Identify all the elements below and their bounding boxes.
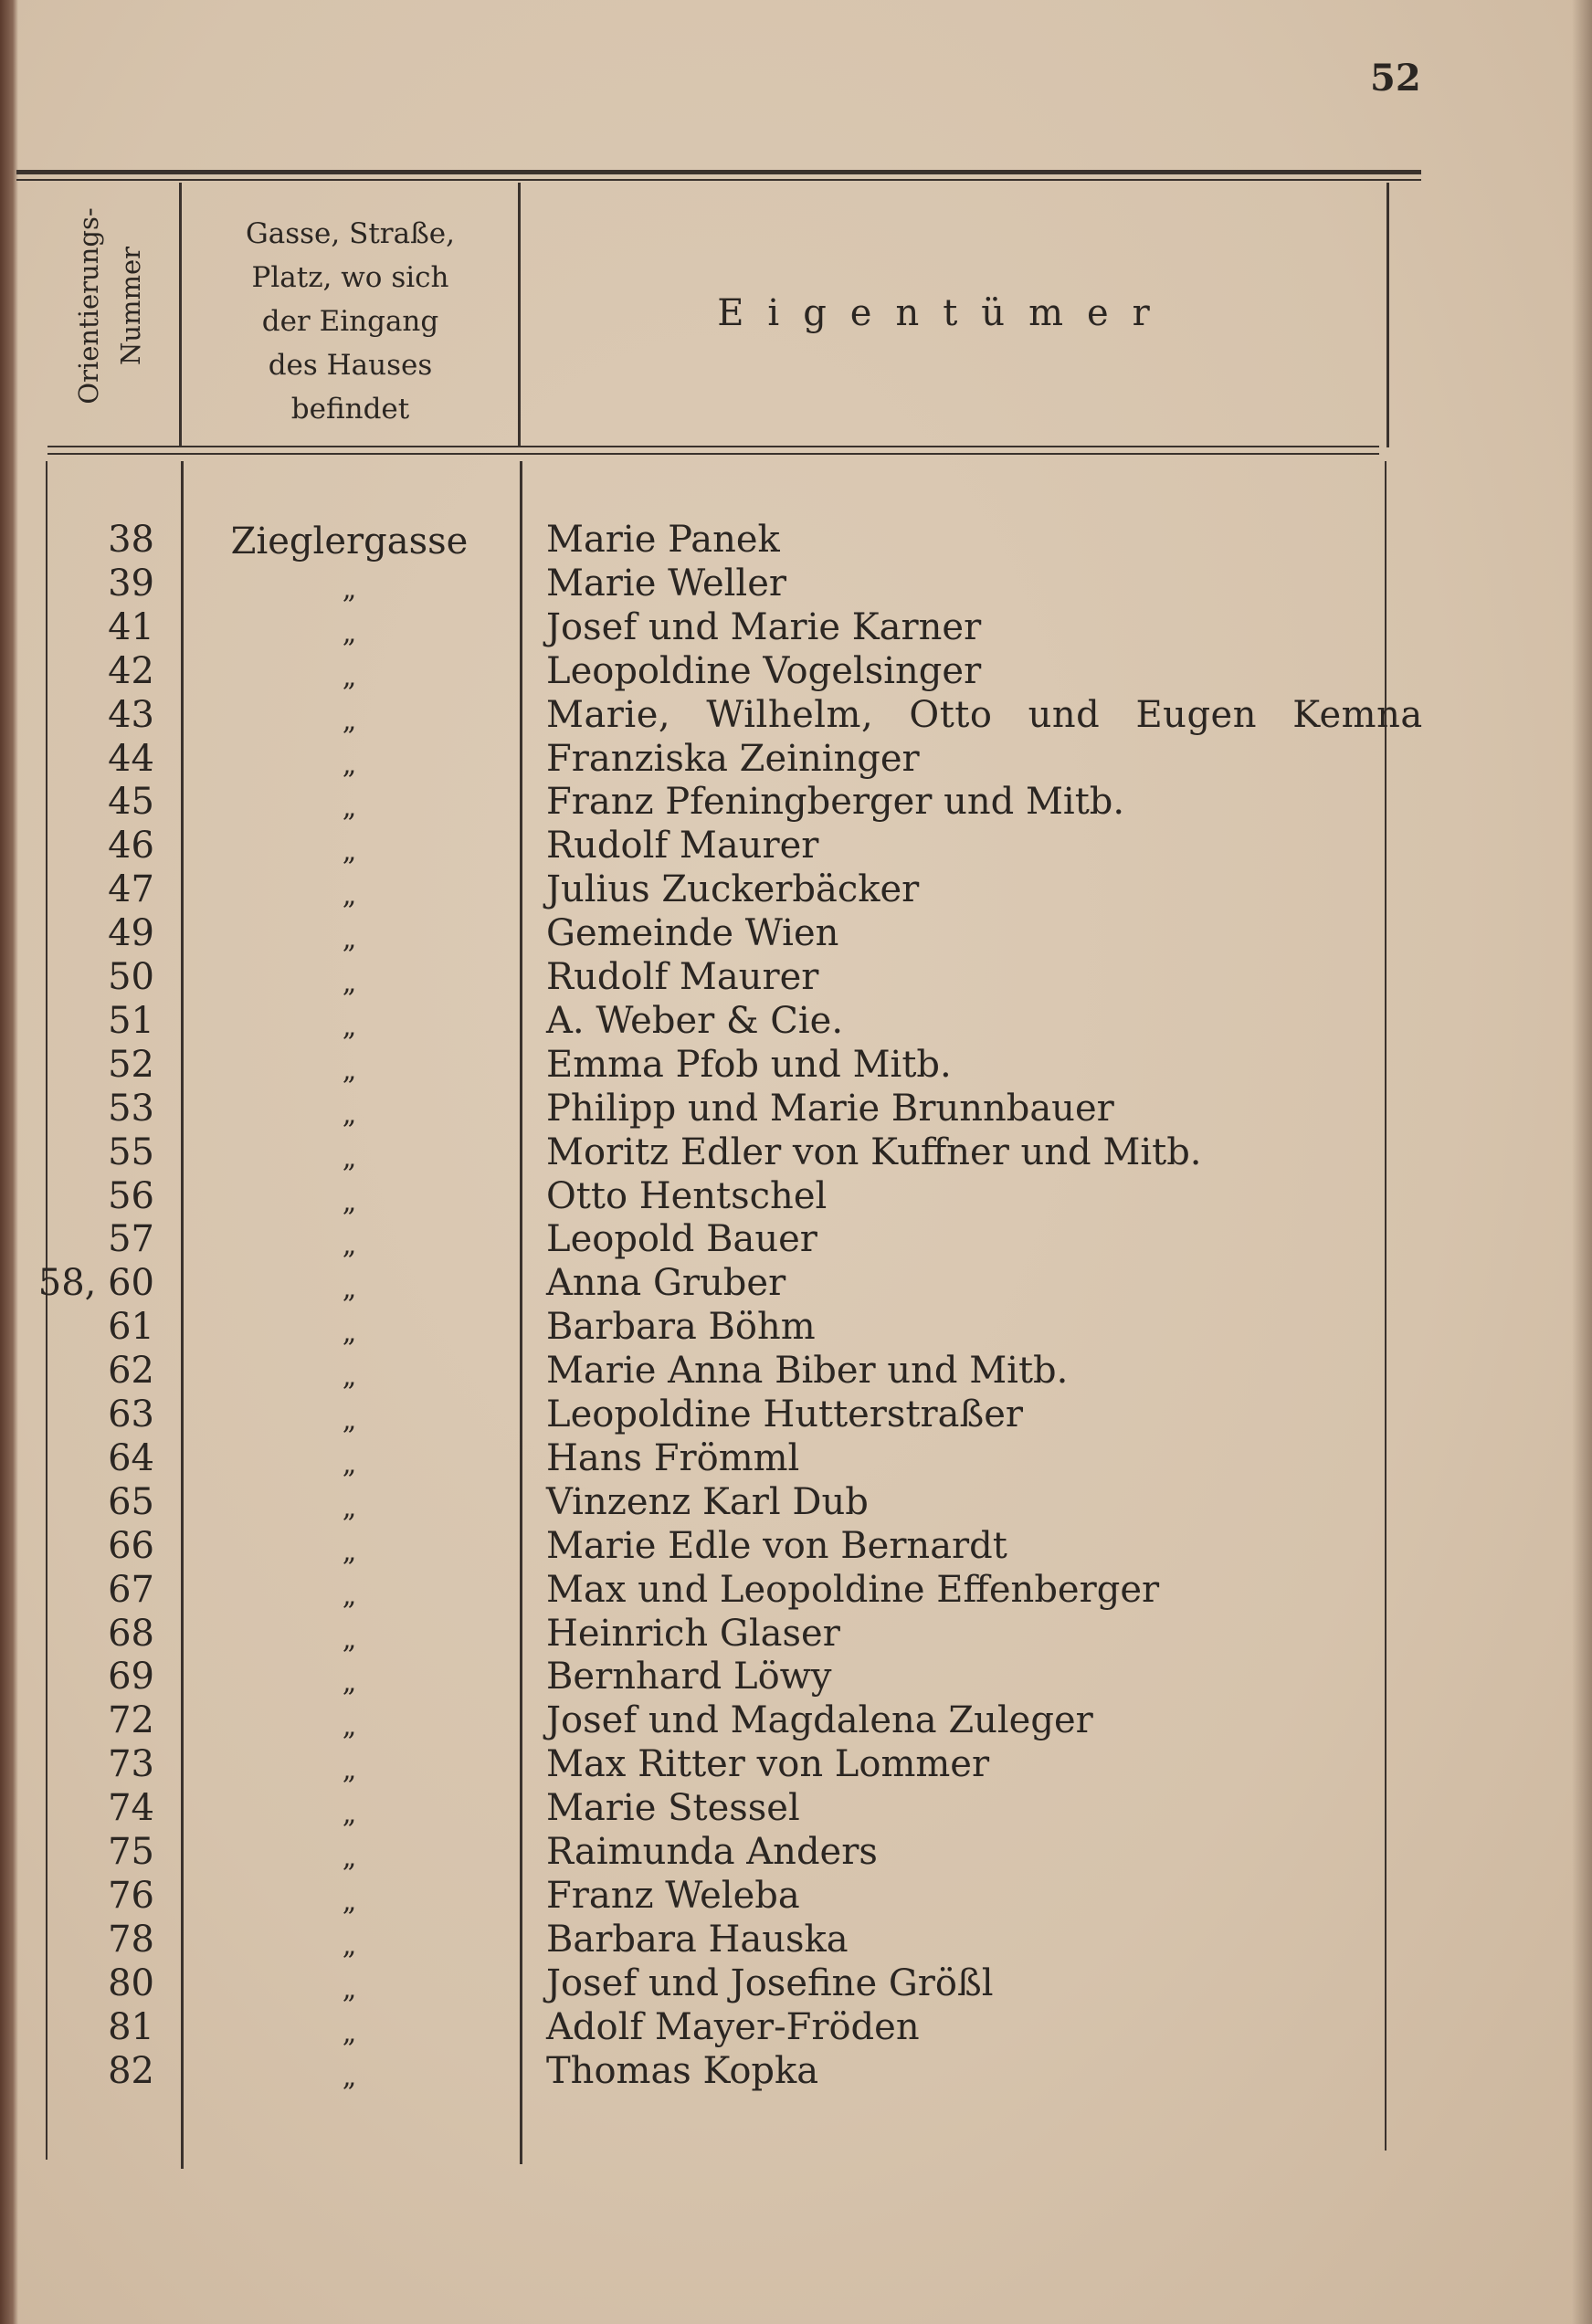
owner-name: Otto Hentschel [546, 1174, 828, 1217]
owner-name: Josef und Marie Karner [546, 605, 982, 648]
house-number: 58, 60 [37, 1262, 154, 1305]
table-row [0, 1088, 1592, 1131]
street-name: „ [342, 1754, 357, 1787]
table-row [0, 1131, 1592, 1175]
street-name: „ [342, 967, 357, 999]
table-row [0, 1613, 1592, 1656]
street-name: „ [342, 1491, 357, 1524]
owner-name: Gemeinde Wien [546, 912, 839, 955]
owner-name: Max Ritter von Lommer [546, 1743, 990, 1786]
table-row [0, 738, 1592, 782]
owner-name: Bernhard Löwy [546, 1656, 832, 1698]
table-row [0, 1919, 1592, 1962]
owner-name: Raimunda Anders [546, 1831, 878, 1873]
owner-name: Franz Weleba [546, 1874, 800, 1917]
house-number: 42 [108, 649, 154, 692]
street-name: „ [342, 1535, 357, 1568]
house-number: 80 [108, 1961, 154, 2004]
owner-name: Hans Frömml [546, 1436, 800, 1479]
street-name: „ [342, 1972, 357, 2005]
owner-name: Emma Pfob und Mitb. [546, 1043, 952, 1086]
house-number: 63 [108, 1393, 154, 1435]
table-row [0, 868, 1592, 912]
street-name: „ [342, 1361, 357, 1393]
street-name: „ [342, 1010, 357, 1043]
house-number: 75 [108, 1831, 154, 1873]
table-row [0, 1787, 1592, 1831]
house-number: 57 [108, 1218, 154, 1261]
house-number: 76 [108, 1874, 154, 1917]
table-row [0, 1743, 1592, 1787]
street-name: „ [342, 836, 357, 868]
table-row [0, 1306, 1592, 1350]
house-number: 78 [108, 1918, 154, 1961]
table-row [0, 694, 1592, 738]
house-number: 39 [108, 562, 154, 605]
table-row [0, 781, 1592, 825]
header-divider-3 [1386, 183, 1389, 447]
table-row [0, 1699, 1592, 1743]
owner-name: Leopoldine Hutterstraßer [546, 1393, 1024, 1435]
street-name: „ [342, 1929, 357, 1961]
owner-name: Franziska Zeininger [546, 737, 920, 780]
house-number: 50 [108, 956, 154, 998]
table-row [0, 1525, 1592, 1569]
street-header-line-1: Gasse, Straße, [245, 217, 456, 250]
street-column-header [183, 212, 518, 431]
street-name: „ [342, 704, 357, 737]
table-row [0, 956, 1592, 1000]
table-row [0, 1962, 1592, 2006]
table-row [0, 606, 1592, 650]
house-number: 68 [108, 1612, 154, 1655]
house-number: 56 [108, 1174, 154, 1217]
street-header-line-2: Platz, wo sich [251, 261, 449, 294]
table-row [0, 1262, 1592, 1306]
table-row [0, 1393, 1592, 1437]
top-rule [16, 170, 1421, 174]
table-row [0, 2050, 1592, 2094]
header-rule [47, 446, 1379, 447]
street-name: „ [342, 1404, 357, 1436]
owner-name: Rudolf Maurer [546, 825, 819, 868]
house-number: 65 [108, 1480, 154, 1523]
street-name: „ [342, 879, 357, 912]
table-row [0, 1481, 1592, 1525]
owner-name: Marie, Wilhelm, Otto und Eugen Kemna [546, 693, 1423, 736]
owner-name: Anna Gruber [546, 1262, 786, 1305]
street-name: „ [342, 923, 357, 956]
street-name: „ [342, 1229, 357, 1262]
owner-name: Philipp und Marie Brunnbauer [546, 1087, 1114, 1130]
house-number: 41 [108, 605, 154, 648]
owner-name: Max und Leopoldine Effenberger [546, 1568, 1160, 1611]
table-row [0, 1569, 1592, 1613]
owner-name: Josef und Josefine Größl [546, 1961, 994, 2004]
owner-name: Marie Anna Biber und Mitb. [546, 1350, 1069, 1393]
table-row [0, 1875, 1592, 1919]
top-rule-thin [16, 179, 1421, 181]
table-row [0, 1350, 1592, 1393]
owner-name: Josef und Magdalena Zuleger [546, 1699, 1093, 1742]
street-name: „ [342, 1054, 357, 1087]
street-name: „ [342, 1098, 357, 1130]
street-name: „ [342, 1842, 357, 1874]
number-header-line-2: Nummer [115, 246, 146, 366]
house-number: 55 [108, 1130, 154, 1173]
owner-name: Barbara Böhm [546, 1306, 816, 1349]
house-number: 51 [108, 999, 154, 1042]
house-number: 81 [108, 2005, 154, 2048]
owner-name: Rudolf Maurer [546, 956, 819, 998]
owner-name: Adolf Mayer-Fröden [546, 2005, 920, 2048]
table-row [0, 1000, 1592, 1044]
house-number: 64 [108, 1436, 154, 1479]
table-row [0, 519, 1592, 563]
table-row [0, 1437, 1592, 1481]
street-name: „ [342, 616, 357, 649]
house-number: 72 [108, 1699, 154, 1742]
house-number: 44 [108, 737, 154, 780]
table-row [0, 825, 1592, 868]
street-name: „ [342, 660, 357, 693]
owner-name: Marie Weller [546, 562, 787, 605]
table-row [0, 1044, 1592, 1088]
street-name: „ [342, 1623, 357, 1656]
header-divider-1 [179, 183, 182, 447]
table-row [0, 2006, 1592, 2050]
house-number: 69 [108, 1656, 154, 1698]
owner-name: A. Weber & Cie. [546, 999, 844, 1042]
house-number: 61 [108, 1306, 154, 1349]
street-header-line-5: befindet [290, 393, 410, 426]
street-name: Zieglergasse [230, 521, 469, 563]
number-header-line-1: Orientierungs- [73, 207, 104, 405]
page-number: 52 [1370, 57, 1421, 100]
street-name: „ [342, 1317, 357, 1350]
owner-name: Marie Panek [546, 519, 780, 561]
street-name: „ [342, 748, 357, 781]
street-name: „ [342, 1185, 357, 1218]
house-number: 82 [108, 2049, 154, 2092]
street-name: „ [342, 1710, 357, 1743]
table-row [0, 650, 1592, 694]
house-number: 66 [108, 1524, 154, 1567]
house-number: 38 [108, 519, 154, 561]
table-row [0, 563, 1592, 606]
table-row [0, 1175, 1592, 1219]
house-number: 73 [108, 1743, 154, 1786]
owner-name: Vinzenz Karl Dub [546, 1480, 869, 1523]
house-number: 43 [108, 693, 154, 736]
owner-name: Marie Edle von Bernardt [546, 1524, 1007, 1567]
house-number: 53 [108, 1087, 154, 1130]
owner-name: Franz Pfeningberger und Mitb. [546, 781, 1125, 824]
street-name: „ [342, 1579, 357, 1612]
street-name: „ [342, 792, 357, 825]
house-number: 47 [108, 868, 154, 911]
owner-name: Marie Stessel [546, 1787, 800, 1830]
owner-name: Thomas Kopka [546, 2049, 819, 2092]
street-name: „ [342, 1798, 357, 1831]
street-name: „ [342, 1667, 357, 1699]
street-name: „ [342, 1141, 357, 1174]
house-number: 67 [108, 1568, 154, 1611]
house-number: 52 [108, 1043, 154, 1086]
street-name: „ [342, 2060, 357, 2093]
street-name: „ [342, 1447, 357, 1480]
table-row [0, 1218, 1592, 1262]
owner-name: Barbara Hauska [546, 1918, 849, 1961]
house-number: 45 [108, 781, 154, 824]
street-header-line-3: der Eingang [261, 305, 439, 338]
header-rule-2 [47, 453, 1379, 455]
house-number: 49 [108, 912, 154, 955]
street-name: „ [342, 573, 357, 605]
table-row [0, 1656, 1592, 1699]
house-number: 74 [108, 1787, 154, 1830]
house-number: 46 [108, 825, 154, 868]
owner-name: Julius Zuckerbäcker [546, 868, 920, 911]
street-name: „ [342, 1273, 357, 1306]
number-column-header [59, 183, 160, 429]
table-row [0, 1831, 1592, 1875]
owner-name: Moritz Edler von Kuffner und Mitb. [546, 1130, 1202, 1173]
street-name: „ [342, 2016, 357, 2049]
owner-name: Heinrich Glaser [546, 1612, 840, 1655]
owner-name: Leopold Bauer [546, 1218, 817, 1261]
street-name: „ [342, 1885, 357, 1918]
house-number: 62 [108, 1350, 154, 1393]
owner-column-header: Eigentümer [717, 292, 1174, 334]
owner-name: Leopoldine Vogelsinger [546, 649, 982, 692]
table-row [0, 912, 1592, 956]
street-header-line-4: des Hauses [268, 349, 433, 382]
